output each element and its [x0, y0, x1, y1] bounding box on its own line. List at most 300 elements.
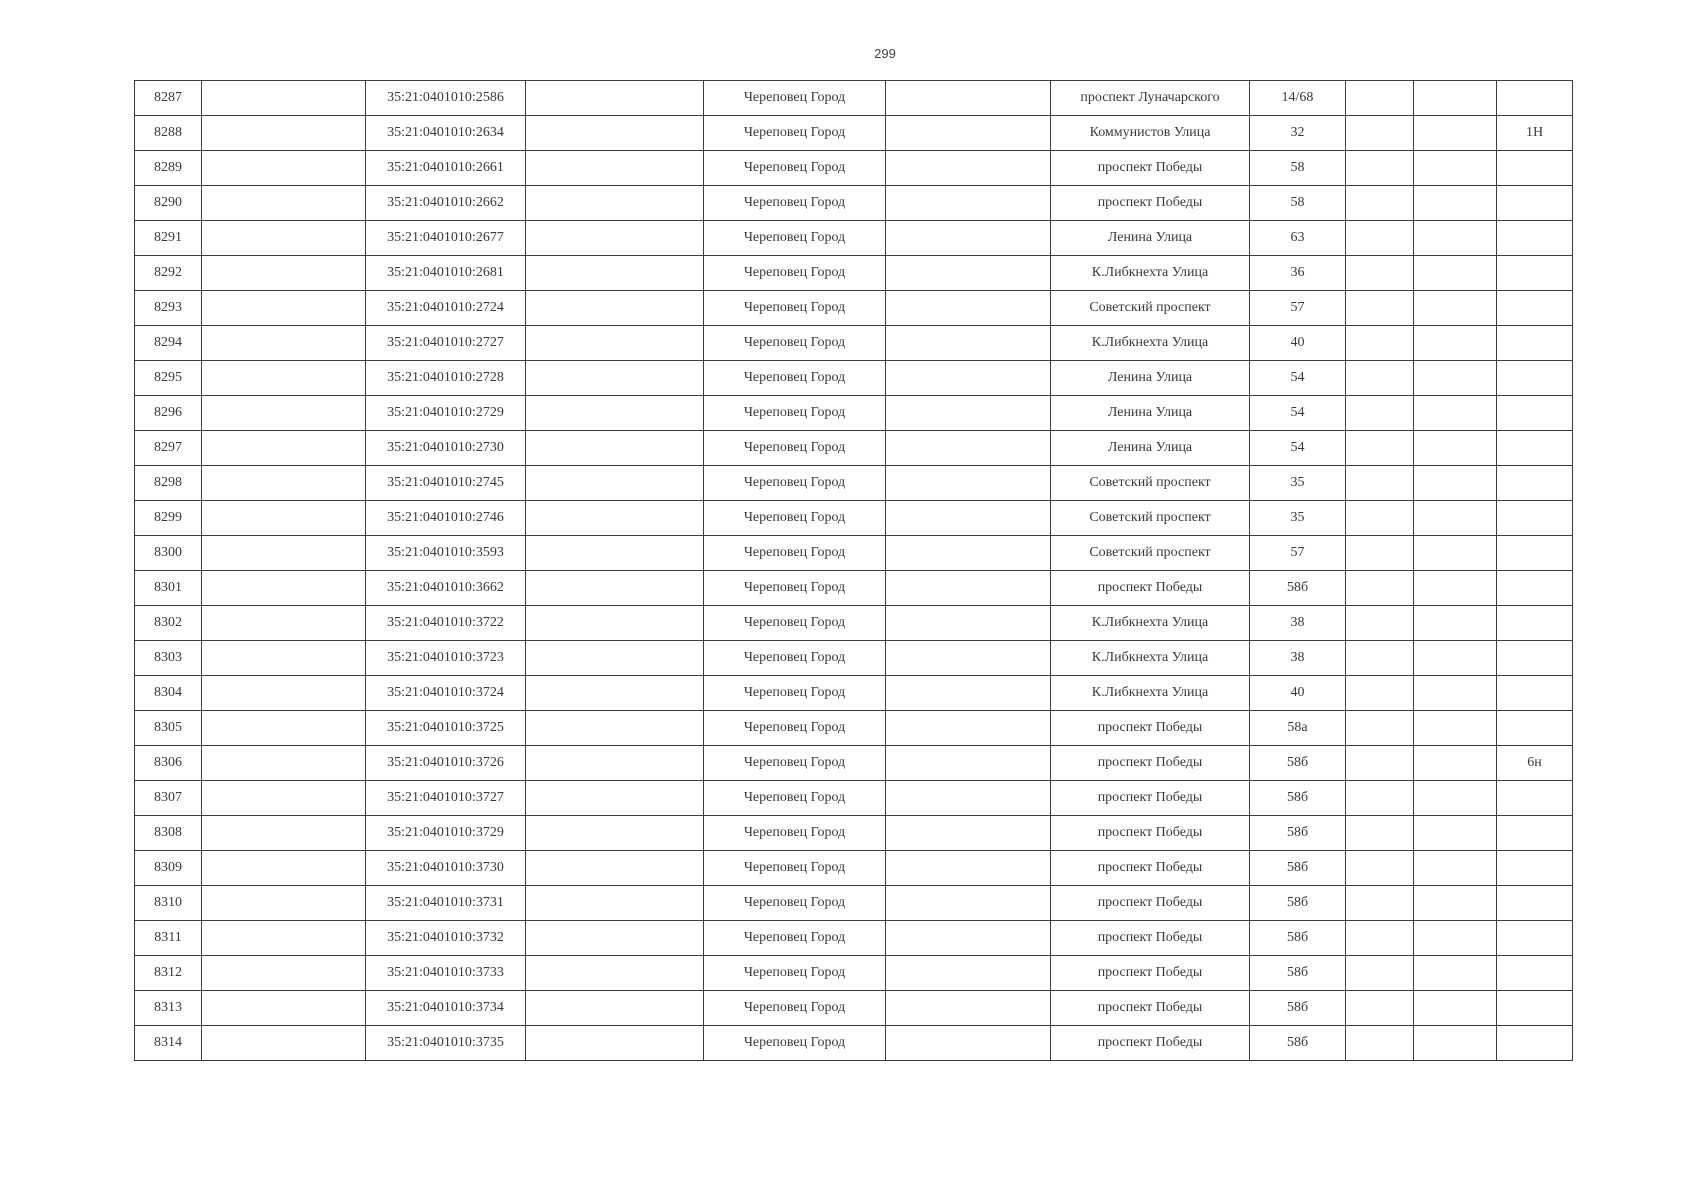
- empty-cell: [1346, 501, 1414, 536]
- house-number-cell: 35: [1250, 501, 1346, 536]
- unit-number-cell: [1497, 256, 1573, 291]
- row-number-cell: 8313: [135, 991, 202, 1026]
- row-number-cell: 8306: [135, 746, 202, 781]
- cadastral-number-cell: 35:21:0401010:2727: [366, 326, 526, 361]
- empty-cell: [526, 326, 704, 361]
- cadastral-number-cell: 35:21:0401010:2745: [366, 466, 526, 501]
- empty-cell: [526, 956, 704, 991]
- cadastral-number-cell: 35:21:0401010:3731: [366, 886, 526, 921]
- empty-cell: [886, 851, 1051, 886]
- empty-cell: [1414, 816, 1497, 851]
- unit-number-cell: [1497, 81, 1573, 116]
- table-row: [135, 571, 1573, 606]
- table-row: [135, 361, 1573, 396]
- cadastral-number-cell: 35:21:0401010:3662: [366, 571, 526, 606]
- empty-cell: [1346, 886, 1414, 921]
- empty-cell: [1346, 571, 1414, 606]
- empty-cell: [1346, 186, 1414, 221]
- table-row: [135, 431, 1573, 466]
- empty-cell: [526, 571, 704, 606]
- table-row: [135, 116, 1573, 151]
- unit-number-cell: [1497, 466, 1573, 501]
- house-number-cell: 58б: [1250, 816, 1346, 851]
- house-number-cell: 54: [1250, 396, 1346, 431]
- locality-cell: Череповец Город: [704, 501, 886, 536]
- row-number-cell: 8298: [135, 466, 202, 501]
- empty-cell: [1414, 921, 1497, 956]
- empty-cell: [526, 466, 704, 501]
- empty-cell: [1346, 151, 1414, 186]
- empty-cell: [526, 676, 704, 711]
- unit-number-cell: [1497, 816, 1573, 851]
- empty-cell: [526, 186, 704, 221]
- table-row: [135, 221, 1573, 256]
- table-row: [135, 781, 1573, 816]
- unit-number-cell: [1497, 676, 1573, 711]
- empty-cell: [1414, 746, 1497, 781]
- table-row: [135, 956, 1573, 991]
- registry-table: [134, 80, 1573, 1061]
- street-cell: проспект Победы: [1051, 186, 1250, 221]
- locality-cell: Череповец Город: [704, 781, 886, 816]
- empty-cell: [526, 781, 704, 816]
- house-number-cell: 58б: [1250, 746, 1346, 781]
- locality-cell: Череповец Город: [704, 361, 886, 396]
- empty-cell: [1414, 536, 1497, 571]
- empty-cell: [886, 571, 1051, 606]
- empty-cell: [202, 431, 366, 466]
- unit-number-cell: [1497, 886, 1573, 921]
- empty-cell: [1346, 536, 1414, 571]
- empty-cell: [1346, 676, 1414, 711]
- empty-cell: [202, 851, 366, 886]
- cadastral-number-cell: 35:21:0401010:3726: [366, 746, 526, 781]
- empty-cell: [526, 606, 704, 641]
- street-cell: К.Либкнехта Улица: [1051, 641, 1250, 676]
- empty-cell: [1346, 466, 1414, 501]
- house-number-cell: 54: [1250, 361, 1346, 396]
- empty-cell: [1346, 816, 1414, 851]
- row-number-cell: 8314: [135, 1026, 202, 1061]
- unit-number-cell: [1497, 361, 1573, 396]
- empty-cell: [202, 886, 366, 921]
- empty-cell: [202, 256, 366, 291]
- street-cell: Советский проспект: [1051, 466, 1250, 501]
- empty-cell: [202, 81, 366, 116]
- empty-cell: [1414, 781, 1497, 816]
- empty-cell: [886, 221, 1051, 256]
- empty-cell: [526, 116, 704, 151]
- locality-cell: Череповец Город: [704, 676, 886, 711]
- row-number-cell: 8308: [135, 816, 202, 851]
- table-row: [135, 816, 1573, 851]
- house-number-cell: 58б: [1250, 921, 1346, 956]
- empty-cell: [526, 291, 704, 326]
- cadastral-number-cell: 35:21:0401010:2730: [366, 431, 526, 466]
- house-number-cell: 32: [1250, 116, 1346, 151]
- cadastral-number-cell: 35:21:0401010:3733: [366, 956, 526, 991]
- street-cell: К.Либкнехта Улица: [1051, 676, 1250, 711]
- row-number-cell: 8300: [135, 536, 202, 571]
- row-number-cell: 8305: [135, 711, 202, 746]
- table-row: [135, 886, 1573, 921]
- empty-cell: [526, 1026, 704, 1061]
- row-number-cell: 8288: [135, 116, 202, 151]
- empty-cell: [202, 466, 366, 501]
- house-number-cell: 58б: [1250, 991, 1346, 1026]
- table-row: [135, 291, 1573, 326]
- cadastral-number-cell: 35:21:0401010:2746: [366, 501, 526, 536]
- cadastral-number-cell: 35:21:0401010:3734: [366, 991, 526, 1026]
- locality-cell: Череповец Город: [704, 606, 886, 641]
- locality-cell: Череповец Город: [704, 151, 886, 186]
- empty-cell: [1414, 431, 1497, 466]
- empty-cell: [1414, 466, 1497, 501]
- unit-number-cell: 6н: [1497, 746, 1573, 781]
- house-number-cell: 54: [1250, 431, 1346, 466]
- empty-cell: [202, 641, 366, 676]
- cadastral-number-cell: 35:21:0401010:3729: [366, 816, 526, 851]
- street-cell: проспект Победы: [1051, 886, 1250, 921]
- locality-cell: Череповец Город: [704, 1026, 886, 1061]
- locality-cell: Череповец Город: [704, 431, 886, 466]
- empty-cell: [886, 501, 1051, 536]
- row-number-cell: 8299: [135, 501, 202, 536]
- cadastral-number-cell: 35:21:0401010:2677: [366, 221, 526, 256]
- house-number-cell: 58: [1250, 151, 1346, 186]
- empty-cell: [886, 641, 1051, 676]
- cadastral-number-cell: 35:21:0401010:2586: [366, 81, 526, 116]
- house-number-cell: 58б: [1250, 781, 1346, 816]
- empty-cell: [1346, 431, 1414, 466]
- cadastral-number-cell: 35:21:0401010:3735: [366, 1026, 526, 1061]
- unit-number-cell: [1497, 641, 1573, 676]
- locality-cell: Череповец Город: [704, 571, 886, 606]
- empty-cell: [886, 326, 1051, 361]
- unit-number-cell: [1497, 326, 1573, 361]
- empty-cell: [526, 711, 704, 746]
- locality-cell: Череповец Город: [704, 326, 886, 361]
- locality-cell: Череповец Город: [704, 221, 886, 256]
- table-row: [135, 746, 1573, 781]
- empty-cell: [1414, 326, 1497, 361]
- empty-cell: [1414, 256, 1497, 291]
- empty-cell: [202, 396, 366, 431]
- empty-cell: [1414, 956, 1497, 991]
- empty-cell: [886, 256, 1051, 291]
- table-row: [135, 466, 1573, 501]
- house-number-cell: 57: [1250, 291, 1346, 326]
- empty-cell: [886, 1026, 1051, 1061]
- row-number-cell: 8290: [135, 186, 202, 221]
- empty-cell: [202, 151, 366, 186]
- cadastral-number-cell: 35:21:0401010:3593: [366, 536, 526, 571]
- locality-cell: Череповец Город: [704, 711, 886, 746]
- unit-number-cell: [1497, 921, 1573, 956]
- table-row: [135, 186, 1573, 221]
- street-cell: проспект Победы: [1051, 746, 1250, 781]
- locality-cell: Череповец Город: [704, 991, 886, 1026]
- unit-number-cell: [1497, 711, 1573, 746]
- empty-cell: [202, 221, 366, 256]
- empty-cell: [202, 186, 366, 221]
- locality-cell: Череповец Город: [704, 746, 886, 781]
- empty-cell: [1346, 361, 1414, 396]
- house-number-cell: 58б: [1250, 571, 1346, 606]
- empty-cell: [886, 816, 1051, 851]
- cadastral-number-cell: 35:21:0401010:3727: [366, 781, 526, 816]
- street-cell: Коммунистов Улица: [1051, 116, 1250, 151]
- empty-cell: [886, 886, 1051, 921]
- empty-cell: [886, 676, 1051, 711]
- empty-cell: [1414, 676, 1497, 711]
- empty-cell: [1414, 151, 1497, 186]
- table-row: [135, 851, 1573, 886]
- locality-cell: Череповец Город: [704, 466, 886, 501]
- table-row: [135, 676, 1573, 711]
- cadastral-number-cell: 35:21:0401010:2662: [366, 186, 526, 221]
- empty-cell: [202, 746, 366, 781]
- empty-cell: [886, 431, 1051, 466]
- empty-cell: [1414, 81, 1497, 116]
- street-cell: проспект Победы: [1051, 991, 1250, 1026]
- empty-cell: [1414, 1026, 1497, 1061]
- street-cell: проспект Победы: [1051, 921, 1250, 956]
- empty-cell: [202, 501, 366, 536]
- locality-cell: Череповец Город: [704, 81, 886, 116]
- street-cell: проспект Победы: [1051, 151, 1250, 186]
- empty-cell: [1346, 116, 1414, 151]
- cadastral-number-cell: 35:21:0401010:2729: [366, 396, 526, 431]
- empty-cell: [886, 151, 1051, 186]
- empty-cell: [526, 431, 704, 466]
- cadastral-number-cell: 35:21:0401010:3730: [366, 851, 526, 886]
- empty-cell: [526, 641, 704, 676]
- page-number: 299: [874, 46, 896, 61]
- empty-cell: [1414, 116, 1497, 151]
- unit-number-cell: 1Н: [1497, 116, 1573, 151]
- house-number-cell: 36: [1250, 256, 1346, 291]
- locality-cell: Череповец Город: [704, 396, 886, 431]
- row-number-cell: 8292: [135, 256, 202, 291]
- cadastral-number-cell: 35:21:0401010:2724: [366, 291, 526, 326]
- cadastral-number-cell: 35:21:0401010:2681: [366, 256, 526, 291]
- table-row: [135, 256, 1573, 291]
- cadastral-number-cell: 35:21:0401010:2634: [366, 116, 526, 151]
- empty-cell: [526, 501, 704, 536]
- empty-cell: [526, 886, 704, 921]
- empty-cell: [202, 781, 366, 816]
- empty-cell: [526, 151, 704, 186]
- row-number-cell: 8309: [135, 851, 202, 886]
- empty-cell: [886, 361, 1051, 396]
- locality-cell: Череповец Город: [704, 956, 886, 991]
- street-cell: проспект Победы: [1051, 851, 1250, 886]
- table-row: [135, 921, 1573, 956]
- row-number-cell: 8307: [135, 781, 202, 816]
- house-number-cell: 58: [1250, 186, 1346, 221]
- unit-number-cell: [1497, 536, 1573, 571]
- empty-cell: [202, 956, 366, 991]
- empty-cell: [886, 781, 1051, 816]
- table-row: [135, 991, 1573, 1026]
- empty-cell: [1414, 221, 1497, 256]
- unit-number-cell: [1497, 571, 1573, 606]
- house-number-cell: 35: [1250, 466, 1346, 501]
- row-number-cell: 8312: [135, 956, 202, 991]
- empty-cell: [886, 956, 1051, 991]
- empty-cell: [1346, 991, 1414, 1026]
- empty-cell: [526, 361, 704, 396]
- unit-number-cell: [1497, 781, 1573, 816]
- empty-cell: [202, 116, 366, 151]
- locality-cell: Череповец Город: [704, 851, 886, 886]
- street-cell: проспект Победы: [1051, 711, 1250, 746]
- street-cell: Ленина Улица: [1051, 431, 1250, 466]
- empty-cell: [1414, 186, 1497, 221]
- empty-cell: [1346, 256, 1414, 291]
- street-cell: проспект Победы: [1051, 1026, 1250, 1061]
- house-number-cell: 14/68: [1250, 81, 1346, 116]
- empty-cell: [1346, 81, 1414, 116]
- empty-cell: [1346, 746, 1414, 781]
- table-row: [135, 81, 1573, 116]
- unit-number-cell: [1497, 606, 1573, 641]
- locality-cell: Череповец Город: [704, 921, 886, 956]
- row-number-cell: 8296: [135, 396, 202, 431]
- house-number-cell: 58б: [1250, 956, 1346, 991]
- table-row: [135, 536, 1573, 571]
- house-number-cell: 58б: [1250, 1026, 1346, 1061]
- cadastral-number-cell: 35:21:0401010:2728: [366, 361, 526, 396]
- empty-cell: [886, 746, 1051, 781]
- locality-cell: Череповец Город: [704, 256, 886, 291]
- row-number-cell: 8287: [135, 81, 202, 116]
- empty-cell: [526, 746, 704, 781]
- empty-cell: [202, 291, 366, 326]
- house-number-cell: 38: [1250, 606, 1346, 641]
- house-number-cell: 38: [1250, 641, 1346, 676]
- cadastral-number-cell: 35:21:0401010:2661: [366, 151, 526, 186]
- empty-cell: [202, 361, 366, 396]
- row-number-cell: 8303: [135, 641, 202, 676]
- empty-cell: [886, 186, 1051, 221]
- street-cell: Советский проспект: [1051, 291, 1250, 326]
- street-cell: Ленина Улица: [1051, 396, 1250, 431]
- street-cell: К.Либкнехта Улица: [1051, 326, 1250, 361]
- empty-cell: [202, 1026, 366, 1061]
- empty-cell: [1346, 326, 1414, 361]
- empty-cell: [886, 991, 1051, 1026]
- empty-cell: [526, 816, 704, 851]
- cadastral-number-cell: 35:21:0401010:3725: [366, 711, 526, 746]
- empty-cell: [1346, 221, 1414, 256]
- empty-cell: [526, 81, 704, 116]
- empty-cell: [886, 116, 1051, 151]
- empty-cell: [886, 396, 1051, 431]
- empty-cell: [526, 256, 704, 291]
- empty-cell: [1414, 991, 1497, 1026]
- row-number-cell: 8301: [135, 571, 202, 606]
- empty-cell: [202, 536, 366, 571]
- locality-cell: Череповец Город: [704, 186, 886, 221]
- street-cell: проспект Победы: [1051, 571, 1250, 606]
- empty-cell: [1346, 711, 1414, 746]
- empty-cell: [886, 711, 1051, 746]
- table-row: [135, 1026, 1573, 1061]
- street-cell: Советский проспект: [1051, 536, 1250, 571]
- row-number-cell: 8294: [135, 326, 202, 361]
- empty-cell: [1346, 921, 1414, 956]
- house-number-cell: 40: [1250, 676, 1346, 711]
- street-cell: Ленина Улица: [1051, 221, 1250, 256]
- empty-cell: [1414, 501, 1497, 536]
- empty-cell: [526, 221, 704, 256]
- row-number-cell: 8295: [135, 361, 202, 396]
- empty-cell: [1414, 711, 1497, 746]
- row-number-cell: 8311: [135, 921, 202, 956]
- unit-number-cell: [1497, 396, 1573, 431]
- empty-cell: [1414, 396, 1497, 431]
- empty-cell: [1346, 851, 1414, 886]
- table-row: [135, 396, 1573, 431]
- empty-cell: [1414, 571, 1497, 606]
- empty-cell: [526, 851, 704, 886]
- unit-number-cell: [1497, 291, 1573, 326]
- empty-cell: [202, 571, 366, 606]
- cadastral-number-cell: 35:21:0401010:3722: [366, 606, 526, 641]
- locality-cell: Череповец Город: [704, 886, 886, 921]
- registry-table-body: [135, 81, 1573, 1061]
- row-number-cell: 8310: [135, 886, 202, 921]
- street-cell: проспект Победы: [1051, 956, 1250, 991]
- empty-cell: [1346, 641, 1414, 676]
- empty-cell: [1346, 956, 1414, 991]
- locality-cell: Череповец Город: [704, 536, 886, 571]
- street-cell: Ленина Улица: [1051, 361, 1250, 396]
- empty-cell: [526, 991, 704, 1026]
- empty-cell: [1346, 781, 1414, 816]
- table-row: [135, 641, 1573, 676]
- empty-cell: [526, 921, 704, 956]
- empty-cell: [526, 396, 704, 431]
- row-number-cell: 8293: [135, 291, 202, 326]
- empty-cell: [202, 991, 366, 1026]
- empty-cell: [1346, 291, 1414, 326]
- house-number-cell: 63: [1250, 221, 1346, 256]
- empty-cell: [886, 606, 1051, 641]
- row-number-cell: 8304: [135, 676, 202, 711]
- empty-cell: [1414, 361, 1497, 396]
- empty-cell: [202, 816, 366, 851]
- empty-cell: [1414, 291, 1497, 326]
- empty-cell: [886, 81, 1051, 116]
- unit-number-cell: [1497, 851, 1573, 886]
- house-number-cell: 40: [1250, 326, 1346, 361]
- empty-cell: [1346, 396, 1414, 431]
- locality-cell: Череповец Город: [704, 291, 886, 326]
- empty-cell: [1346, 606, 1414, 641]
- row-number-cell: 8302: [135, 606, 202, 641]
- unit-number-cell: [1497, 991, 1573, 1026]
- unit-number-cell: [1497, 431, 1573, 466]
- house-number-cell: 58б: [1250, 886, 1346, 921]
- empty-cell: [202, 921, 366, 956]
- row-number-cell: 8297: [135, 431, 202, 466]
- street-cell: проспект Луначарского: [1051, 81, 1250, 116]
- unit-number-cell: [1497, 956, 1573, 991]
- cadastral-number-cell: 35:21:0401010:3724: [366, 676, 526, 711]
